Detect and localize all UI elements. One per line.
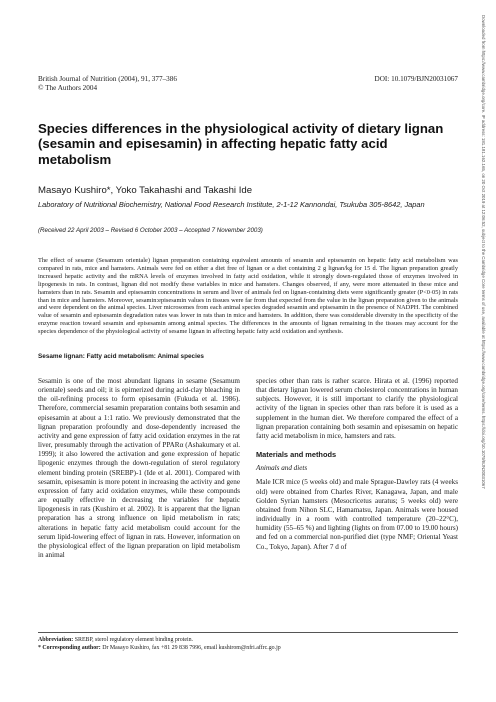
footnotes [38, 636, 458, 652]
footnote-abbreviation [38, 636, 458, 644]
footnote-divider [38, 632, 458, 633]
intro-paragraph-continued: species other than rats is rather scarce. Hirata et al. (1996) reported that dietary lignan lowered serum cholesterol concentrations in human subjects. However, it is still important to clarify the physiological activity of the lignan in species other than rats before it is used as a supplement in the human diet. We therefore compared the effect of a lignan preparation containing both sesamin and episesamin on hepatic fatty acid metabolism in mice, hamsters and rats. [256, 377, 458, 440]
journal-header [38, 75, 177, 92]
download-sidebar [478, 15, 486, 615]
doi-link[interactable]: DOI: 10.1079/BJN20031067 [374, 75, 458, 83]
methods-paragraph: Male ICR mice (5 weeks old) and male Sprague-Dawley rats (4 weeks old) were obtained from Charles River, Kanagawa, Japan, and male Golden Syrian hamsters (Mesocricetus auratus; 5 weeks old) were obtained from Nihon SLC, Hamamatsu, Japan. Animals were housed individually in a room with controlled temperature (20–22°C), humidity (55–65 %) and lighting (lights on from 07.00 to 19.00 hours) and fed on a commercial non-purified diet (type NMF; Oriental Yeast Co., Tokyo, Japan). After 7 d of [256, 478, 458, 551]
section-heading: Materials and methods [256, 450, 337, 460]
article-title: Species differences in the physiological activity of dietary lignan (sesamin and episesamin) in affecting hepatic fatty acid metabolism [38, 121, 444, 167]
body-column-right [256, 377, 458, 552]
affiliation: Laboratory of Nutritional Biochemistry, National Food Research Institute, 2-1-12 Kannondai, Tsukuba 305-8642, Japan [38, 200, 425, 209]
download-notice: Downloaded from https://www.cambridge.org/core. IP address: 181.181.162.165, on 20 Oct 2019 at 12:06:52, subject to the Cambridge Core terms of use, available at https://www.cambridge.org/core/terms. https://doi.org/10.1079/BJN20031067 [481, 15, 486, 489]
keywords: Sesame lignan: Fatty acid metabolism: Animal species [38, 353, 204, 360]
received-dates: (Received 22 April 2003 – Revised 6 October 2003 – Accepted 7 November 2003) [38, 227, 263, 234]
author-list: Masayo Kushiro*, Yoko Takahashi and Takashi Ide [38, 185, 253, 196]
footnote-abbrev-label: Abbreviation: [38, 637, 74, 643]
intro-paragraph: Sesamin is one of the most abundant lignans in sesame (Sesamum orientale) seeds and oil; it is epimerized during acid-clay bleaching in the oil-refining process to form episesamin (Fukuda et al. 1986). Therefore, commercial sesamin preparation contains both sesamin and episesamin at about a 1:1 ratio. We previously demonstrated that the lignan preparation profoundly and dose-dependently increased the activity and gene expression of fatty acid oxidation enzymes in the rat liver, presumably through the activation of PPARα (Ashakumary et al. 1999); it also lowered the activation and gene expression of hepatic lipogenic enzymes through the down-regulation of sterol regulatory element binding protein (SREBP)-1 (Ide et al. 2001). Compared with sesamin, episesamin is more potent in increasing the activity and gene expression of fatty acid oxidation enzymes, while these compounds are equally effective in decreasing the variables for hepatic lipogenesis in rats (Kushiro et al. 2002). It is apparent that the lignan preparation has a strong influence on lipid metabolism in rats; alterations in hepatic fatty acid metabolism could account for the serum lipid-lowering effect of lignan in rats. However, information on the physiological effect of the lignan preparation on lipid metabolism in animal [38, 377, 240, 559]
footnote-abbrev-text: SREBP, sterol regulatory element binding protein. [74, 637, 194, 643]
subsection-heading: Animals and diets [256, 464, 308, 473]
journal-citation: British Journal of Nutrition (2004), 91, 377–386 [38, 75, 177, 83]
copyright-line: © The Authors 2004 [38, 83, 98, 92]
footnote-corr-text: Dr Masayo Kushiro, fax +81 29 838 7996, email kushirom@nfri.affrc.go.jp [102, 645, 281, 651]
abstract: The effect of sesame (Sesamum orientale) lignan preparation containing equivalent amounts of sesamin and episesamin on hepatic fatty acid metabolism was compared in rats, mice and hamsters. Animals were fed on either a diet free of lignan or a diet containing 2 g lignan/kg for 15 d. The lignan preparation greatly increased hepatic activity and the mRNA levels of enzymes involved in fatty acid oxidation, while it strongly down-regulated those of enzymes involved in lipogenesis in rats. In contrast, lignan did not modify these variables in mice and hamsters. Changes observed, if any, were more attenuated in these mice and hamsters than in rats. Sesamin and episesamin concentrations in serum and liver of animals fed on lignan-containing diets were significantly greater (P<0·05) in rats than in mice and hamsters. Moreover, sesamin:episesamin values in tissues were far from that expected from the value in the lignan preparation given to the animals and were dependent on the animal species. Liver microsomes from each animal species degraded sesamin and episesamin in the presence of NADPH. The combined value of sesamin and episesamin degradation rates was lower in rats than in mice and hamsters. In addition, there was considerable diversity in the specificity of the enzyme reaction toward sesamin and episesamin among animal species. The differences in the amounts of lignan remaining in the tissues may account for the species dependence of the physiological activity of sesame lignan in affecting hepatic fatty acid oxidation and synthesis. [38, 257, 458, 336]
footnote-corr-label: * Corresponding author: [38, 645, 101, 651]
body-column-left [38, 377, 240, 560]
footnote-corresponding [38, 644, 458, 652]
